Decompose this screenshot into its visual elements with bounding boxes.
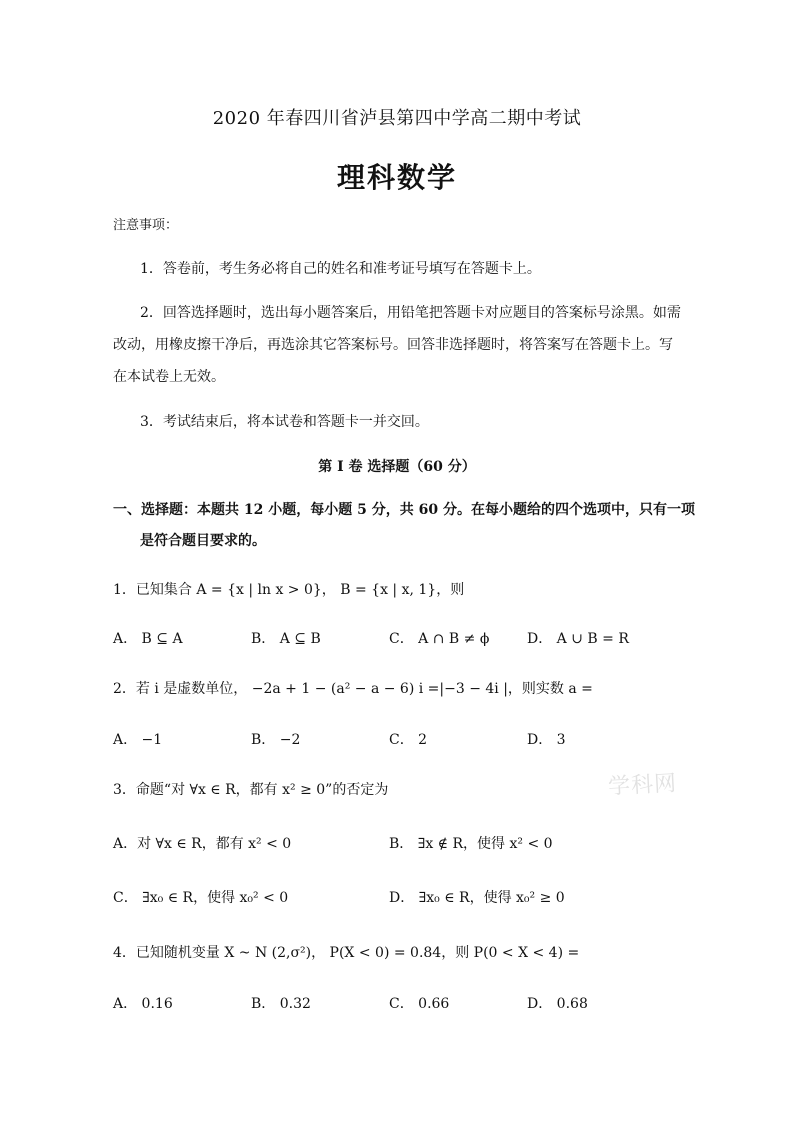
question-2-option-c: C． 2 [389,732,428,748]
question-2-option-b: B． −2 [251,732,301,748]
note-2-line-3: 在本试卷上无效。 [113,369,225,385]
question-1-option-d: D． A ∪ B = R [527,631,629,647]
question-3-option-d: D． ∃x₀ ∈ R，使得 x₀² ≥ 0 [389,890,565,906]
question-2-option-a: A． −1 [113,732,163,748]
question-2-stem: 2．若 i 是虚数单位， −2a + 1 − (a² − a − 6) i =|−3 − 4i |，则实数 a = [113,681,593,697]
question-4-option-d: D． 0.68 [527,996,588,1012]
question-4-option-a: A． 0.16 [113,996,173,1012]
notes-heading: 注意事项： [113,218,179,233]
note-2-line-1: 2．回答选择题时，选出每小题答案后，用铅笔把答题卡对应题目的答案标号涂黑。如需 [140,305,681,321]
question-3-option-c: C． ∃x₀ ∈ R，使得 x₀² < 0 [113,890,289,906]
question-3-option-b: B． ∃x ∉ R，使得 x² < 0 [389,836,553,852]
subject-title: 理科数学 [336,161,457,194]
question-2-option-d: D． 3 [527,732,566,748]
question-1-option-a: A． B ⊆ A [113,631,183,647]
note-1: 1．答卷前，考生务必将自己的姓名和准考证号填写在答题卡上。 [140,261,541,277]
section-title: 第 I 卷 选择题（60 分） [318,459,476,475]
part-instructions-line-2: 是符合题目要求的。 [140,533,266,549]
watermark: 学科网 [607,771,678,800]
question-1-option-c: C． A ∩ B ≠ ϕ [389,631,490,647]
question-3-stem: 3．命题“对 ∀x ∈ R，都有 x² ≥ 0”的否定为 [113,782,389,798]
question-4-stem: 4．已知随机变量 X ~ N (2,σ²)， P(X < 0) = 0.84，则 P(0 < X < 4) = [113,945,580,961]
question-1-option-b: B． A ⊆ B [251,631,321,647]
exam-title: 2020 年春四川省泸县第四中学高二期中考试 [212,108,582,129]
question-3-option-a: A．对 ∀x ∈ R，都有 x² < 0 [113,836,292,852]
part-instructions-line-1: 一、选择题：本题共 12 小题，每小题 5 分，共 60 分。在每小题给的四个选项中，只有一项 [113,502,695,518]
question-4-option-b: B． 0.32 [251,996,311,1012]
note-3: 3．考试结束后，将本试卷和答题卡一并交回。 [140,414,429,430]
note-2-line-2: 改动，用橡皮擦干净后，再选涂其它答案标号。回答非选择题时，将答案写在答题卡上。写 [113,337,673,353]
question-1-stem: 1．已知集合 A = {x | ln x > 0}， B = {x | x, 1}，则 [113,582,465,598]
question-4-option-c: C． 0.66 [389,996,450,1012]
